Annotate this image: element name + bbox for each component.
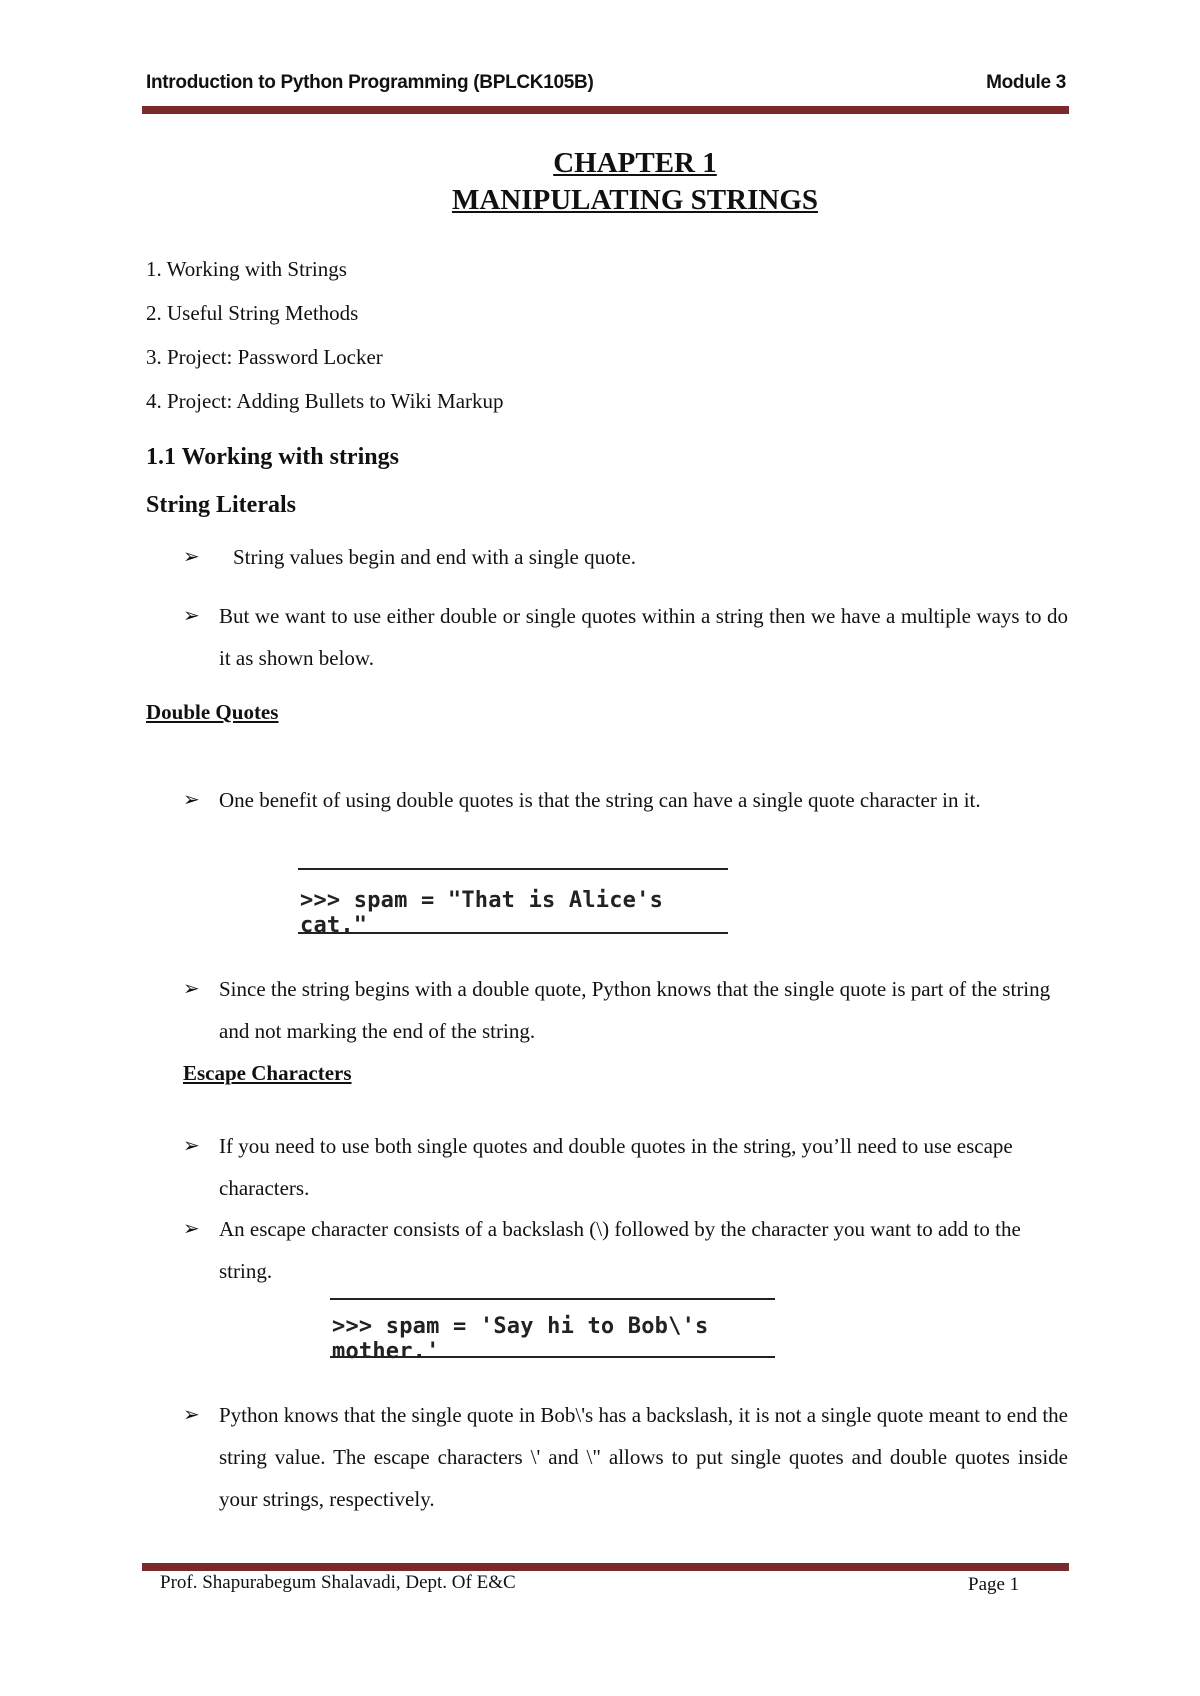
- section-heading: 1.1 Working with strings: [146, 444, 399, 470]
- contents-item: 3. Project: Password Locker: [146, 345, 383, 369]
- double-quotes-heading: Double Quotes: [146, 700, 279, 724]
- arrow-bullet-icon: ➢: [183, 546, 200, 568]
- bullet-item: ➢ But we want to use either double or single quotes within a string then we have a multiple ways to do it as shown below.: [183, 595, 1068, 679]
- bullet-item: ➢ Since the string begins with a double quote, Python knows that the single quote is part of the string and not marking the end of the string.: [183, 968, 1068, 1052]
- bullet-item: ➢ If you need to use both single quotes and double quotes in the string, you’ll need to use escape characters.: [183, 1125, 1068, 1209]
- bullet-item: ➢ One benefit of using double quotes is that the string can have a single quote character in it.: [183, 788, 981, 812]
- page-number: Page 1: [968, 1574, 1020, 1595]
- subsection-heading-string-literals: String Literals: [146, 492, 296, 518]
- chapter-contents-list: [146, 256, 504, 432]
- bullet-item: ➢ Python knows that the single quote in Bob\'s has a backslash, it is not a single quote meant to end the string value. The escape characters \' and \" allows to put single quotes and double quotes inside your strings, respectively.: [183, 1394, 1068, 1520]
- contents-item: 4. Project: Adding Bullets to Wiki Markup: [146, 389, 504, 413]
- module-label: Module 3: [986, 72, 1066, 93]
- document-title: Introduction to Python Programming (BPLCK105B): [146, 72, 594, 93]
- header-rule: [142, 106, 1069, 114]
- escape-characters-heading: Escape Characters: [183, 1061, 352, 1085]
- contents-item: 1. Working with Strings: [146, 257, 347, 281]
- chapter-number: CHAPTER 1: [553, 147, 717, 179]
- arrow-bullet-icon: ➢: [183, 1135, 200, 1157]
- code-example-escape-characters: >>> spam = 'Say hi to Bob\'s mother.': [330, 1298, 775, 1358]
- contents-item: 2. Useful String Methods: [146, 301, 359, 325]
- arrow-bullet-icon: ➢: [183, 1404, 200, 1426]
- bullet-item: ➢ An escape character consists of a backslash (\) followed by the character you want to add to the string.: [183, 1208, 1068, 1292]
- footer-rule: [142, 1563, 1069, 1571]
- arrow-bullet-icon: ➢: [183, 1218, 200, 1240]
- arrow-bullet-icon: ➢: [183, 789, 200, 811]
- page-header: [146, 72, 1066, 102]
- arrow-bullet-icon: ➢: [183, 605, 200, 627]
- bullet-item: ➢ String values begin and end with a single quote.: [183, 536, 1068, 578]
- chapter-title: MANIPULATING STRINGS: [451, 184, 819, 216]
- code-example-double-quotes: >>> spam = "That is Alice's cat.": [298, 868, 728, 934]
- arrow-bullet-icon: ➢: [183, 978, 200, 1000]
- footer-author: Prof. Shapurabegum Shalavadi, Dept. Of E&C: [160, 1572, 516, 1593]
